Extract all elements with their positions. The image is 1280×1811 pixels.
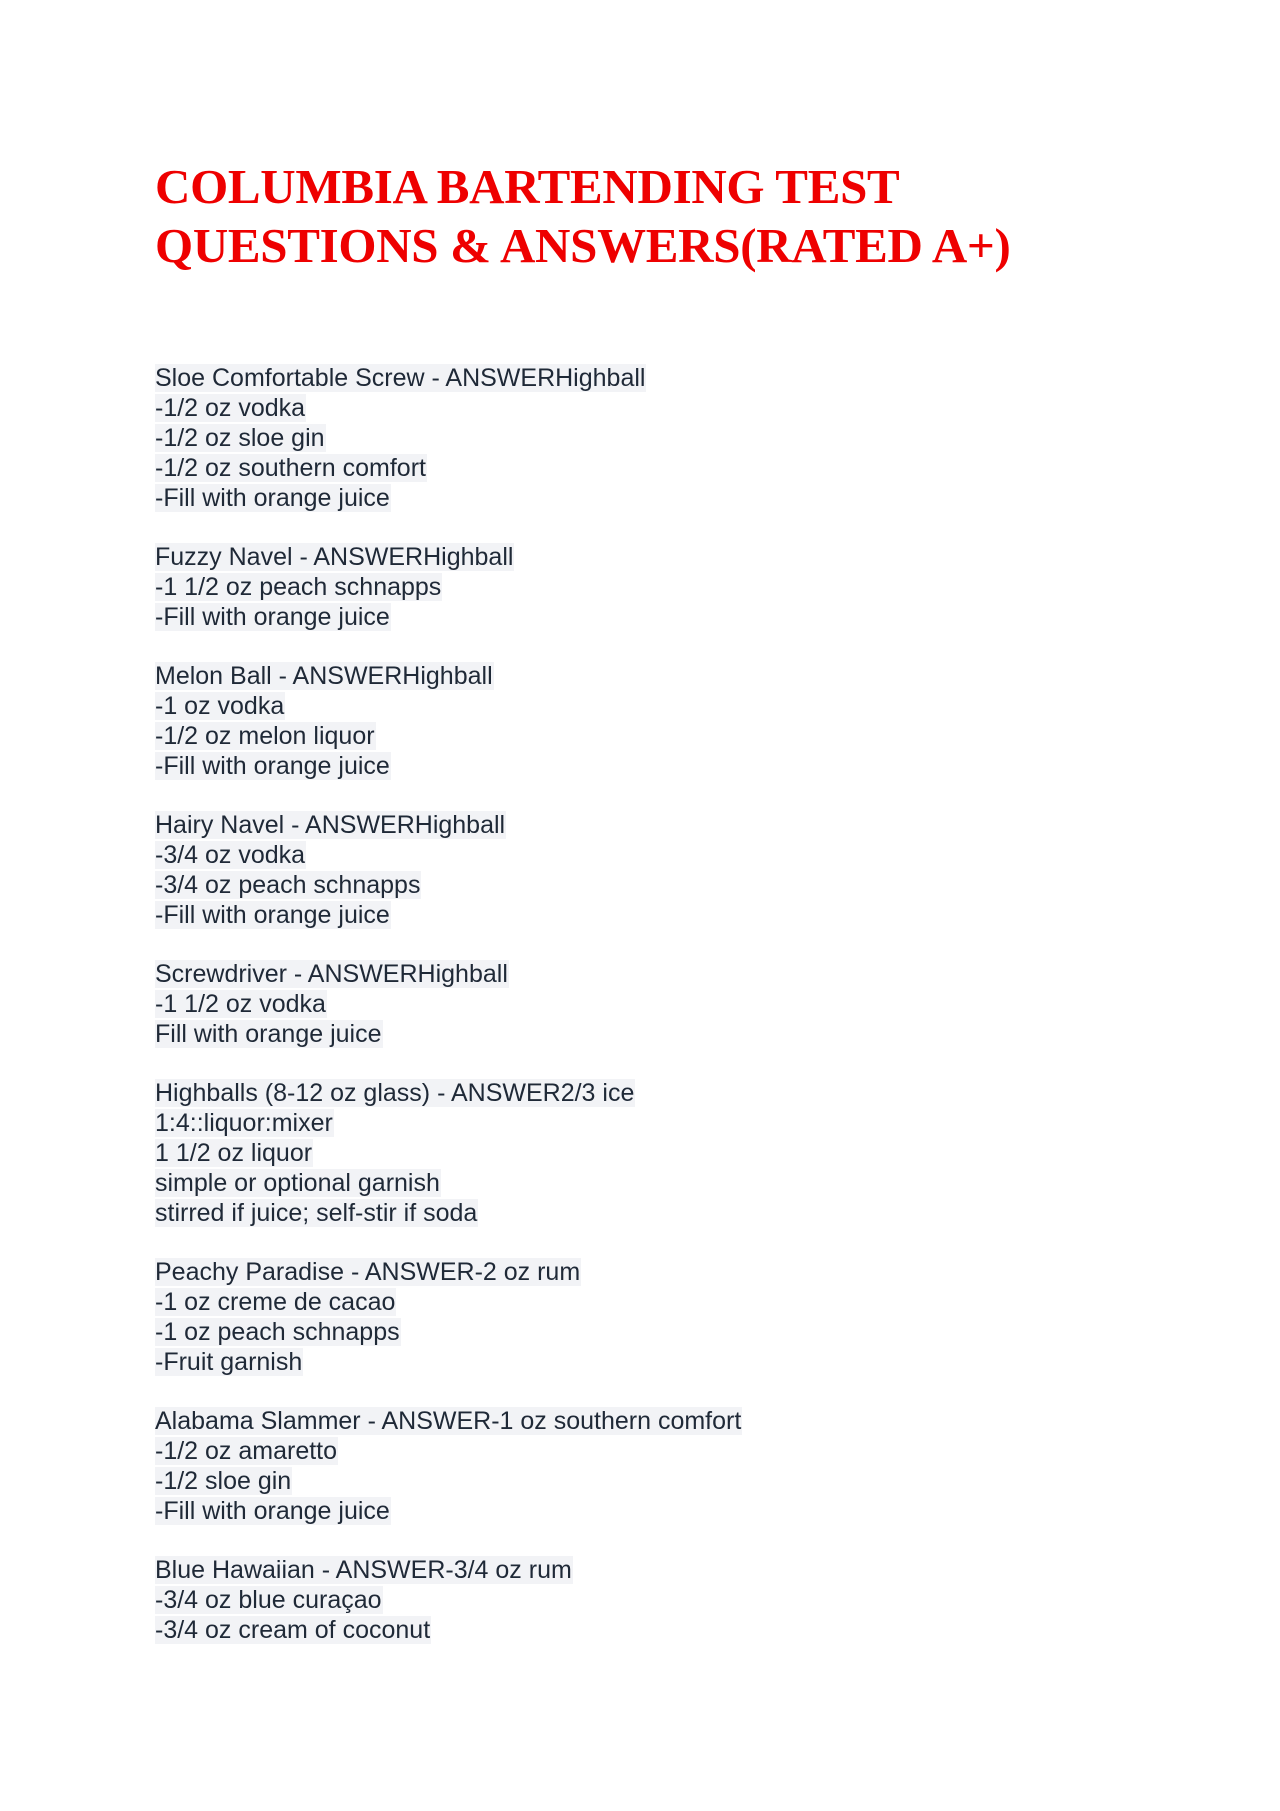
qa-answer-line (155, 1019, 1155, 1049)
qa-question-line (155, 542, 1155, 572)
title-line-2: QUESTIONS & ANSWERS(RATED A+) (155, 218, 1011, 273)
qa-answer-line (155, 1198, 1155, 1228)
qa-text: -1/2 oz sloe gin (155, 424, 325, 452)
document-title (155, 157, 1155, 275)
qa-question-line (155, 1555, 1155, 1585)
qa-text: -1/2 oz vodka (155, 394, 306, 422)
qa-entry (155, 810, 1155, 930)
qa-answer-line (155, 1496, 1155, 1526)
qa-question-line (155, 1257, 1155, 1287)
qa-answer-line (155, 870, 1155, 900)
qa-entry (155, 1406, 1155, 1526)
qa-answer-line (155, 751, 1155, 781)
qa-text: -3/4 oz cream of coconut (155, 1616, 431, 1644)
qa-entry (155, 1078, 1155, 1228)
qa-question-line (155, 810, 1155, 840)
qa-answer-line (155, 1615, 1155, 1645)
qa-text: Sloe Comfortable Screw - ANSWERHighball (155, 364, 646, 392)
qa-text: -1 oz creme de cacao (155, 1288, 396, 1316)
qa-text: Peachy Paradise - ANSWER-2 oz rum (155, 1258, 581, 1286)
qa-text: -3/4 oz vodka (155, 841, 306, 869)
qa-answer-line (155, 572, 1155, 602)
qa-entry (155, 1257, 1155, 1377)
qa-entry (155, 959, 1155, 1049)
qa-entry (155, 542, 1155, 632)
qa-text: Screwdriver - ANSWERHighball (155, 960, 508, 988)
qa-answer-line (155, 900, 1155, 930)
qa-text: Fill with orange juice (155, 1020, 382, 1048)
qa-question-line (155, 959, 1155, 989)
qa-question-line (155, 363, 1155, 393)
qa-text: simple or optional garnish (155, 1169, 440, 1197)
qa-answer-line (155, 1108, 1155, 1138)
qa-text: -Fruit garnish (155, 1348, 303, 1376)
qa-text: -1 1/2 oz vodka (155, 990, 326, 1018)
qa-text: Highballs (8-12 oz glass) - ANSWER2/3 ice (155, 1079, 635, 1107)
qa-entry (155, 1555, 1155, 1645)
qa-answer-line (155, 1168, 1155, 1198)
qa-text: stirred if juice; self-stir if soda (155, 1199, 478, 1227)
qa-text: -1/2 sloe gin (155, 1467, 292, 1495)
qa-answer-line (155, 1466, 1155, 1496)
qa-text: Fuzzy Navel - ANSWERHighball (155, 543, 514, 571)
qa-text: -Fill with orange juice (155, 484, 390, 512)
qa-entry (155, 661, 1155, 781)
qa-list (155, 363, 1155, 1674)
qa-answer-line (155, 1436, 1155, 1466)
qa-text: -1/2 oz southern comfort (155, 454, 426, 482)
qa-answer-line (155, 393, 1155, 423)
qa-text: -1 oz vodka (155, 692, 285, 720)
qa-answer-line (155, 1585, 1155, 1615)
qa-text: -3/4 oz peach schnapps (155, 871, 421, 899)
qa-text: 1:4::liquor:mixer (155, 1109, 333, 1137)
qa-text: -1/2 oz melon liquor (155, 722, 375, 750)
qa-answer-line (155, 1138, 1155, 1168)
qa-answer-line (155, 1347, 1155, 1377)
qa-answer-line (155, 453, 1155, 483)
qa-text: -Fill with orange juice (155, 1497, 390, 1525)
qa-answer-line (155, 721, 1155, 751)
qa-text: 1 1/2 oz liquor (155, 1139, 313, 1167)
qa-answer-line (155, 1317, 1155, 1347)
qa-text: -Fill with orange juice (155, 752, 390, 780)
qa-text: -1 1/2 oz peach schnapps (155, 573, 442, 601)
title-line-1: COLUMBIA BARTENDING TEST (155, 159, 900, 214)
qa-answer-line (155, 989, 1155, 1019)
qa-question-line (155, 661, 1155, 691)
qa-answer-line (155, 602, 1155, 632)
qa-text: -1 oz peach schnapps (155, 1318, 400, 1346)
qa-text: -Fill with orange juice (155, 901, 390, 929)
qa-answer-line (155, 691, 1155, 721)
qa-entry (155, 363, 1155, 513)
qa-text: Melon Ball - ANSWERHighball (155, 662, 493, 690)
qa-text: Alabama Slammer - ANSWER-1 oz southern comfort (155, 1407, 742, 1435)
qa-answer-line (155, 423, 1155, 453)
qa-answer-line (155, 1287, 1155, 1317)
qa-question-line (155, 1406, 1155, 1436)
qa-question-line (155, 1078, 1155, 1108)
qa-answer-line (155, 483, 1155, 513)
qa-text: -3/4 oz blue curaçao (155, 1586, 382, 1614)
qa-text: Hairy Navel - ANSWERHighball (155, 811, 506, 839)
qa-answer-line (155, 840, 1155, 870)
qa-text: Blue Hawaiian - ANSWER-3/4 oz rum (155, 1556, 572, 1584)
qa-text: -1/2 oz amaretto (155, 1437, 338, 1465)
qa-text: -Fill with orange juice (155, 603, 390, 631)
